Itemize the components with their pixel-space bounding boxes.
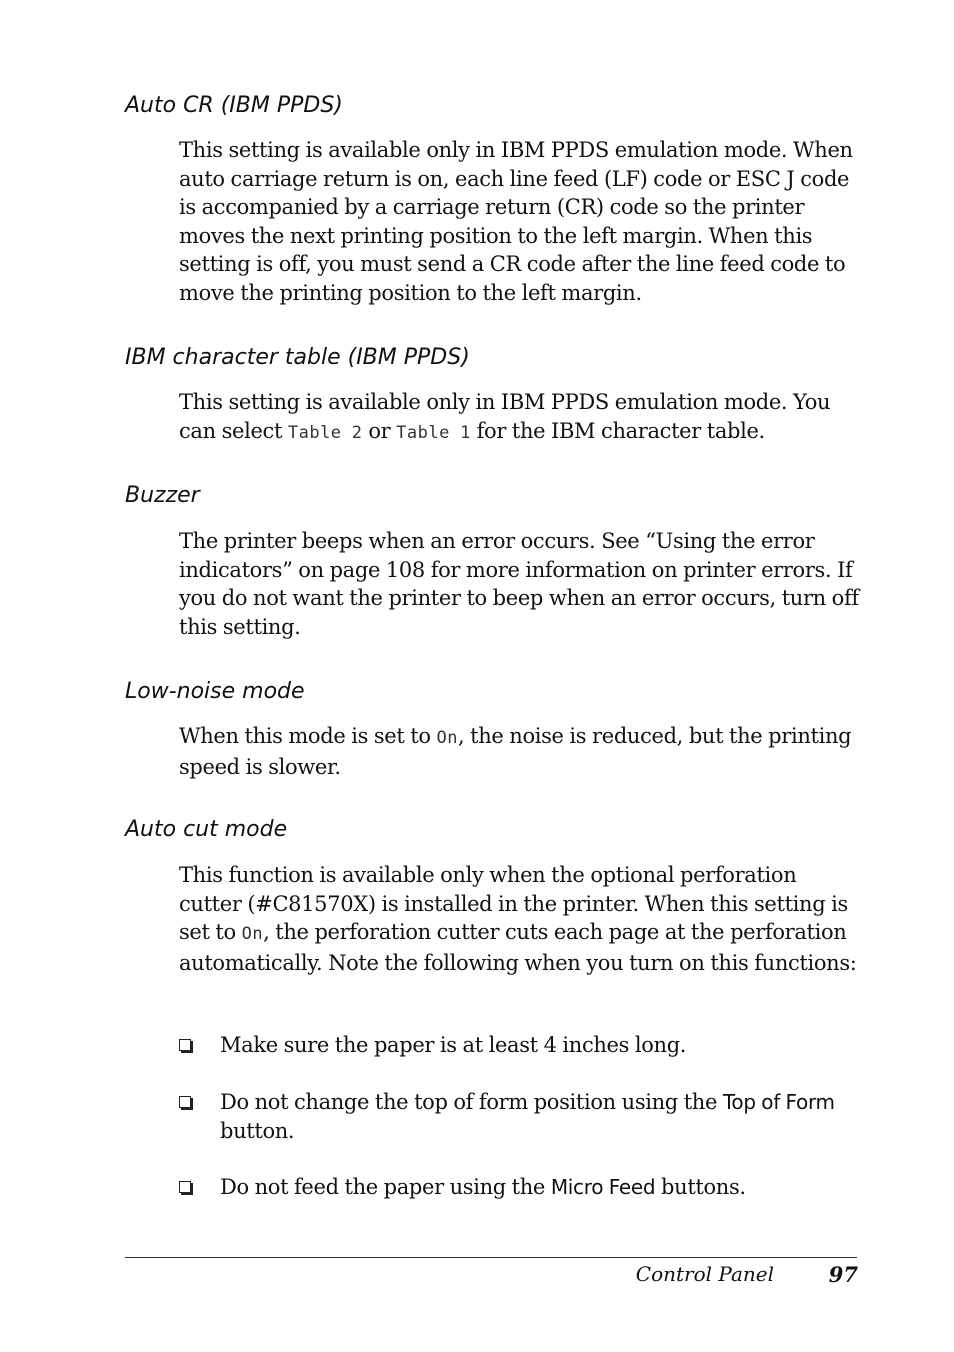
paragraph-auto-cut-mode [179,861,859,977]
setting-value-on: On [436,728,458,748]
list-item-text-part: Do not change the top of form position using the [220,1090,723,1114]
paragraph-text: This function is available only when the optional perforation cutter (#C81570X) is installed in the printer. When this setting is set to [179,863,848,944]
heading-auto-cut-mode: Auto cut mode [125,817,288,842]
button-name-micro-feed: Micro Feed [550,1175,656,1199]
list-item-text: Make sure the paper is at least 4 inches long. [220,1033,687,1057]
list-item-text [220,1088,860,1145]
list-item-text [220,1173,860,1202]
heading-low-noise-mode: Low-noise mode [125,679,305,704]
checkbox-bullet-icon [179,1181,191,1193]
paragraph-low-noise-mode [179,722,859,781]
paragraph-text: or [362,418,397,443]
list-item-text-part: buttons. [655,1175,746,1199]
paragraph-text: This setting is available only in IBM PPDS emulation mode. You can select [179,390,831,443]
heading-ibm-character-table: IBM character table (IBM PPDS) [125,345,470,370]
heading-auto-cr: Auto CR (IBM PPDS) [125,93,343,118]
heading-buzzer: Buzzer [125,483,200,508]
setting-value-table-2: Table 2 [287,422,363,443]
button-name-top-of-form: Top of Form [722,1090,835,1114]
setting-value-table-1: Table 1 [396,422,471,443]
setting-value-on: On [241,924,264,944]
checkbox-bullet-icon [179,1039,191,1051]
list-item-text-part: button. [220,1118,295,1143]
paragraph-text: for the IBM character table. [470,418,765,443]
list-item-text-part: Do not feed the paper using the [220,1175,551,1199]
paragraph-auto-cr: This setting is available only in IBM PPDS emulation mode. When auto carriage return is on, each line feed (LF) code or ESC J code is accompanied by a carriage return (CR) code so the printer moves the next printing position to the left margin. When this setting is off, you must send a CR code after the line feed code to move the printing position to the left margin. [179,138,853,305]
footer-section-title: Control Panel [635,1262,774,1286]
page-number: 97 [828,1262,858,1287]
paragraph-ibm-character-table [179,388,859,447]
paragraph-buzzer: The printer beeps when an error occurs. See “Using the error indicators” on page 108 for more information on printer errors. If you do not want the printer to beep when an error occurs, turn off this setting. [179,529,859,639]
paragraph-text: , the perforation cutter cuts each page at the perforation automatically. Note the following when you turn on this functions: [179,920,857,975]
paragraph-text: , the noise is reduced, but the printing speed is slower. [179,724,852,779]
footer-divider [125,1257,857,1258]
paragraph-text: When this mode is set to [179,724,437,748]
checkbox-bullet-icon [179,1096,191,1108]
